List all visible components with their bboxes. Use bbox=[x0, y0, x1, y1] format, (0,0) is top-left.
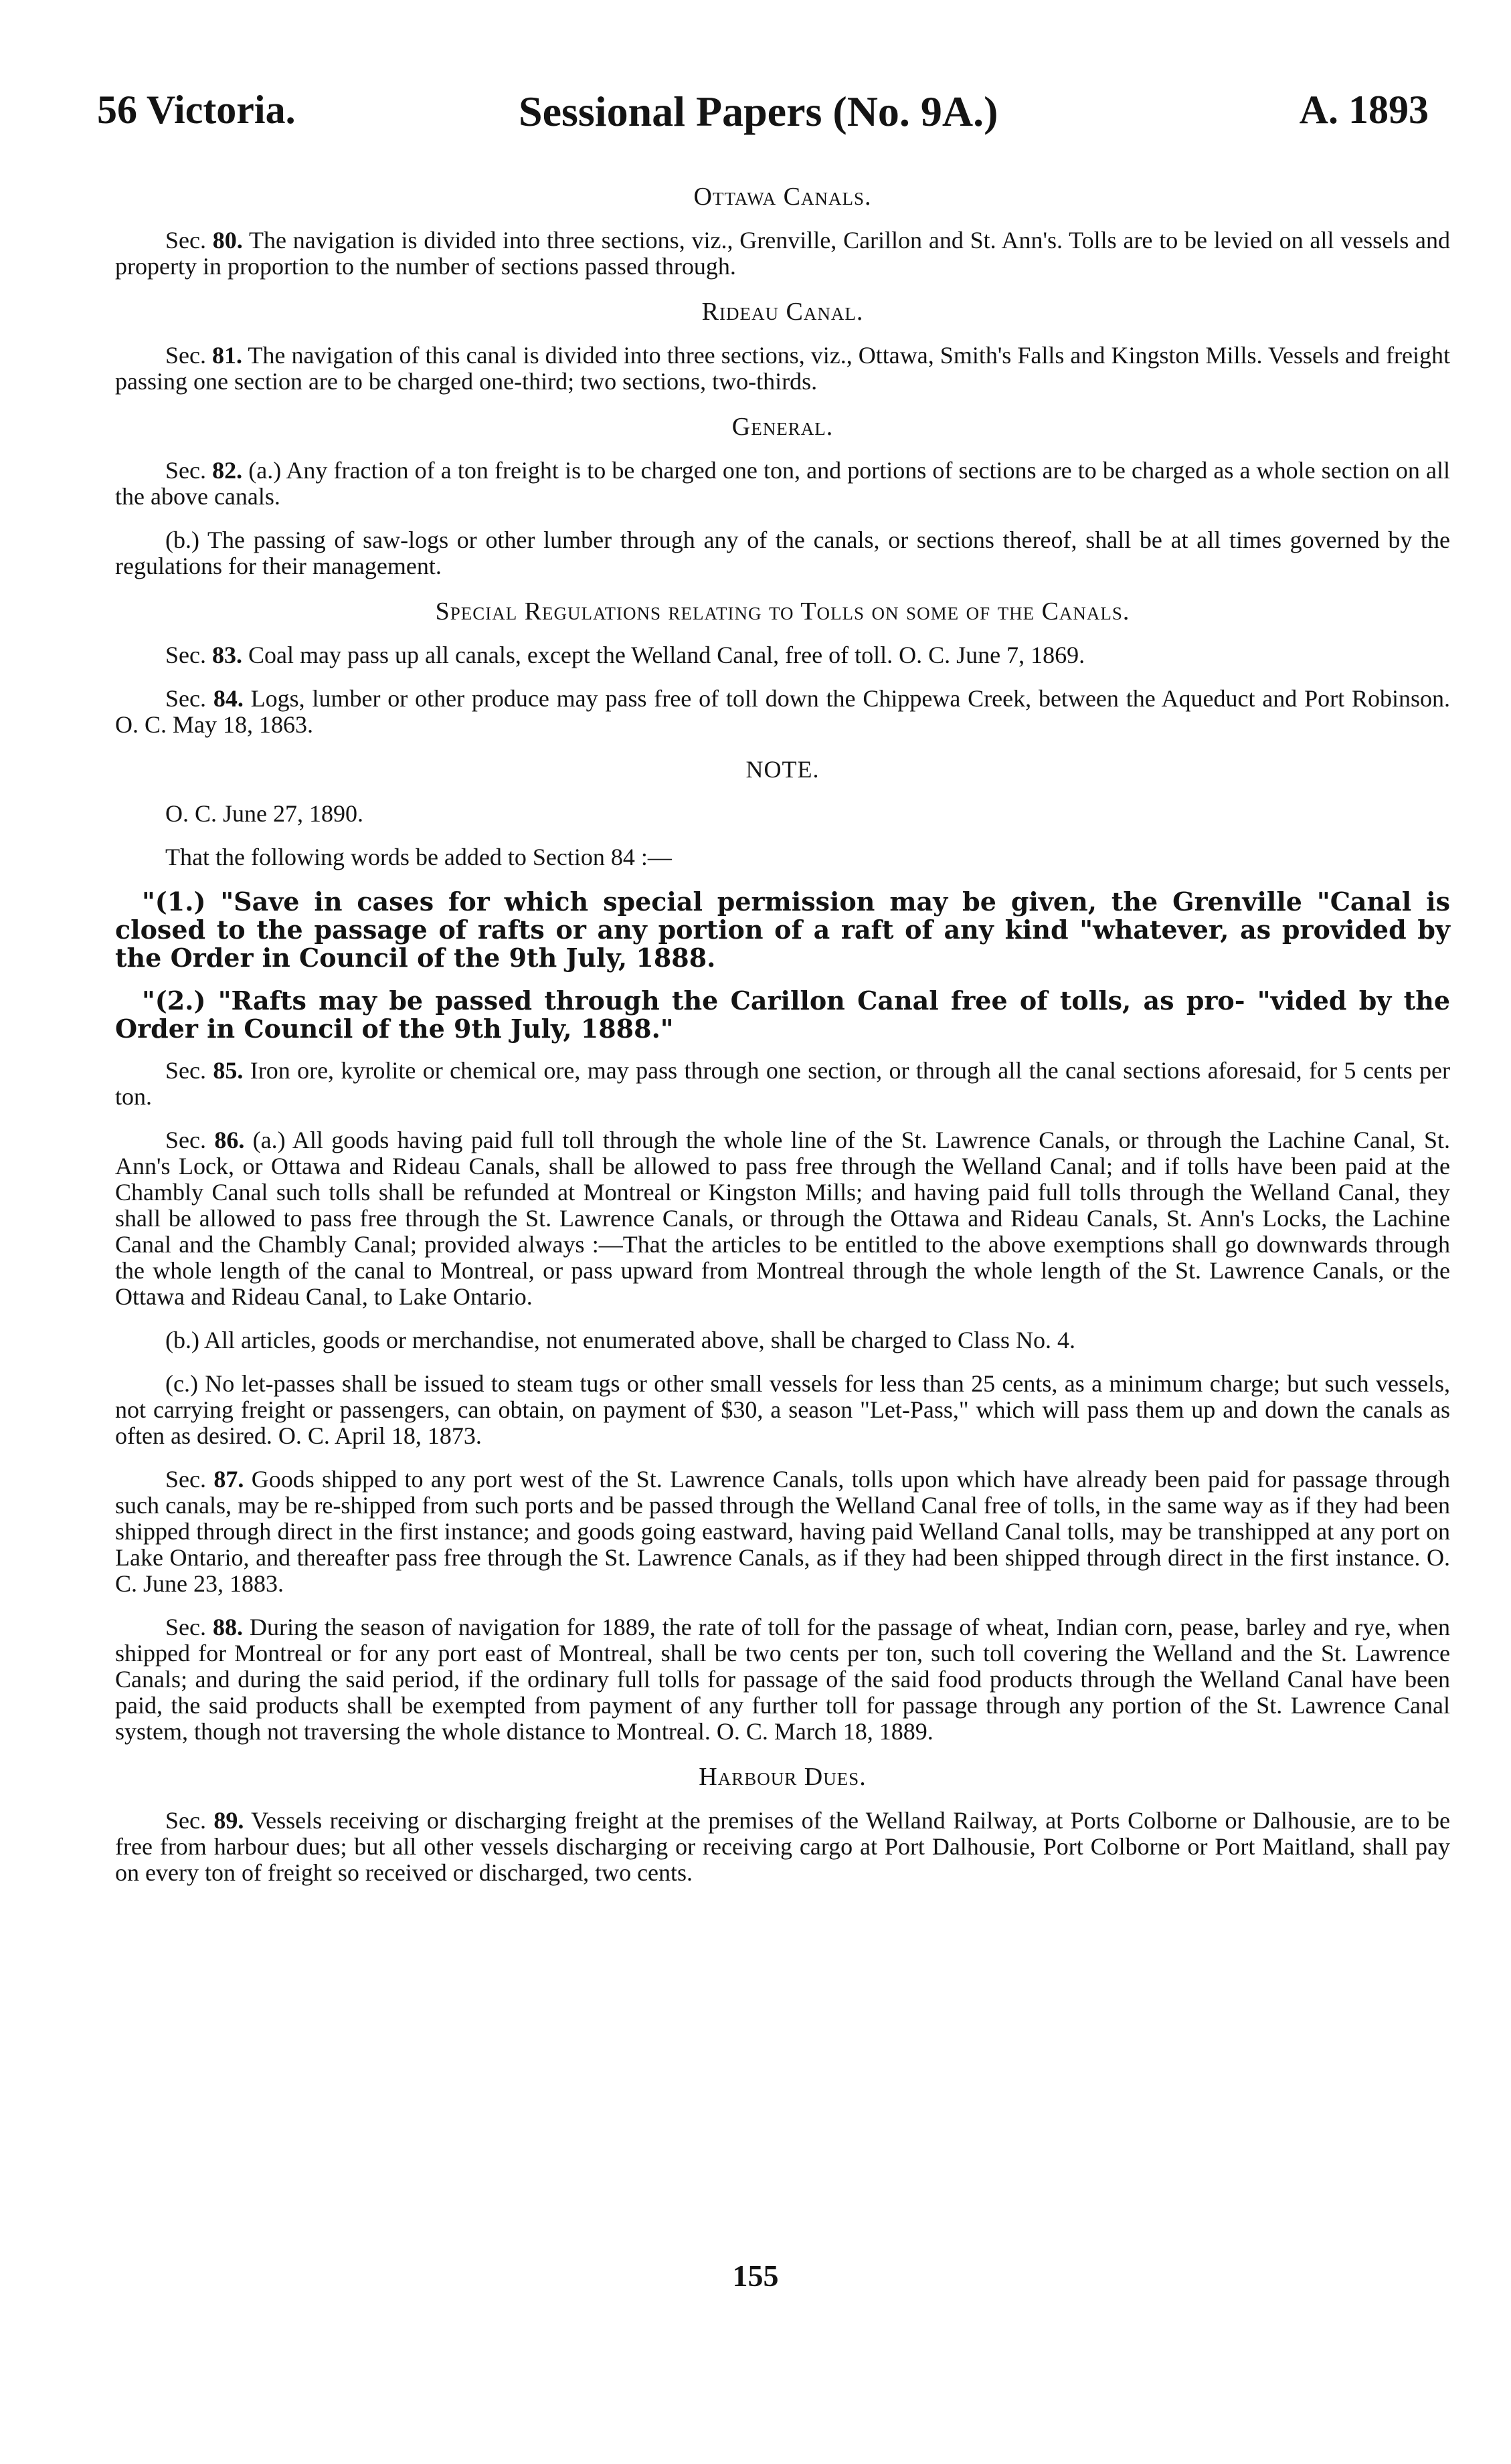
section-82a bbox=[115, 458, 1450, 510]
section-text: Vessels receiving or discharging freight at the premises of the Welland Railway, at Ports Colborne or Dalhousie, are to be free from harbour dues; but all other vessels discharging or receiving cargo at Port Dalhousie, Port Colborne or Port Maitland, shall pay on every ton of freight so received or discharged, two cents. bbox=[115, 1807, 1450, 1886]
running-header bbox=[97, 87, 1429, 147]
section-text: Goods shipped to any port west of the St. Lawrence Canals, tolls upon which have already been paid for passage through such canals, may be re-shipped from such ports and be passed through the Welland Canal free of tolls, in the same way as if they had been shipped through direct in the first instance; and goods going eastward, having paid Welland Canal tolls, may be transhipped at any port on Lake Ontario, and thereafter pass free through the St. Lawrence Canals, as if they had been shipped through direct in the first instance. O. C. June 23, 1883. bbox=[115, 1466, 1451, 1597]
section-86b: (b.) All articles, goods or merchandise, not enumerated above, shall be charged to Class No. 4. bbox=[165, 1327, 1075, 1353]
section-label: Sec. bbox=[165, 227, 213, 254]
heading-general: General. bbox=[731, 413, 834, 441]
page-body bbox=[115, 169, 1450, 1903]
section-label: Sec. bbox=[165, 685, 213, 712]
section-label: Sec. bbox=[165, 342, 213, 369]
section-80 bbox=[115, 227, 1450, 280]
section-89 bbox=[115, 1808, 1450, 1886]
section-83 bbox=[115, 642, 1450, 668]
section-text: Logs, lumber or other produce may pass free of toll down the Chippewa Creek, between the Aqueduct and Port Robinson. O. C. May 18, 1863. bbox=[115, 685, 1450, 738]
section-number: 84. bbox=[213, 685, 244, 712]
section-label: Sec. bbox=[165, 642, 212, 668]
section-number: 85. bbox=[213, 1057, 244, 1084]
note-date: O. C. June 27, 1890. bbox=[165, 800, 363, 827]
heading-special-regulations: Special Regulations relating to Tolls on some of the Canals. bbox=[435, 597, 1130, 626]
section-87 bbox=[115, 1466, 1450, 1597]
section-text: Coal may pass up all canals, except the Welland Canal, free of toll. O. C. June 7, 1869. bbox=[242, 642, 1085, 668]
section-88 bbox=[115, 1614, 1450, 1745]
heading-harbour-dues: Harbour Dues. bbox=[699, 1763, 867, 1791]
section-label: Sec. bbox=[165, 1614, 213, 1640]
section-label: Sec. bbox=[165, 1127, 215, 1153]
section-number: 83. bbox=[211, 642, 242, 668]
section-number: 88. bbox=[212, 1614, 243, 1640]
section-number: 86. bbox=[214, 1127, 245, 1153]
section-number: 87. bbox=[213, 1466, 244, 1493]
section-86c: (c.) No let-passes shall be issued to steam tugs or other small vessels for less than 25 cents, as a minimum charge; but such vessels, not carrying freight or passengers, can obtain, on payment of $30, a season "Let-Pass," which will pass them up and down the canals as often as desired. O. C. April 18, 1873. bbox=[115, 1370, 1450, 1449]
note-quote-2: "(2.) "Rafts may be passed through the Carillon Canal free of tolls, as pro- "vided by the Order in Council of the 9th July, 1888." bbox=[115, 985, 1450, 1044]
section-86a bbox=[115, 1127, 1450, 1310]
section-85 bbox=[115, 1058, 1450, 1110]
section-text: Iron ore, kyrolite or chemical ore, may pass through one section, or through all the canal sections aforesaid, for 5 cents per ton. bbox=[115, 1057, 1450, 1110]
section-label: Sec. bbox=[165, 457, 213, 484]
section-label: Sec. bbox=[165, 1466, 214, 1493]
header-volume: 56 Victoria. bbox=[97, 88, 296, 132]
section-number: 89. bbox=[213, 1807, 244, 1834]
note-intro: That the following words be added to Section 84 :— bbox=[165, 844, 672, 870]
section-81 bbox=[115, 343, 1450, 395]
section-number: 82. bbox=[212, 457, 243, 484]
section-text: (a.) Any fraction of a ton freight is to be charged one ton, and portions of sections are to be charged as a whole section on all the above canals. bbox=[115, 457, 1451, 510]
header-year: A. 1893 bbox=[1299, 88, 1429, 132]
section-label: Sec. bbox=[165, 1057, 213, 1084]
page-number: 155 bbox=[732, 2259, 779, 2293]
section-text: The navigation of this canal is divided into three sections, viz., Ottawa, Smith's Falls and Kingston Mills. Vessels and freight passing one section are to be charged one-third; two sections, two-thirds. bbox=[115, 342, 1450, 395]
section-text: The navigation is divided into three sections, viz., Grenville, Carillon and St. Ann's. Tolls are to be levied on all vessels and property in proportion to the number of sections passed through. bbox=[115, 227, 1450, 280]
section-label: Sec. bbox=[165, 1807, 214, 1834]
header-title: Sessional Papers (No. 9A.) bbox=[519, 88, 998, 135]
section-82b: (b.) The passing of saw-logs or other lumber through any of the canals, or sections thereof, shall be at all times governed by the regulations for their management. bbox=[115, 527, 1450, 579]
section-number: 80. bbox=[212, 227, 243, 254]
section-84 bbox=[115, 686, 1450, 738]
section-text: During the season of navigation for 1889, the rate of toll for the passage of wheat, Indian corn, pease, barley and rye, when shipped for Montreal or for any port east of Montreal, shall be two cents per ton, such toll covering the Welland and the St. Lawrence Canals; and during the said period, if the ordinary full tolls for passage of the said food products through the Welland Canal have been paid, the said products shall be exempted from payment of any further toll for passage through any portion of the St. Lawrence Canal system, though not traversing the whole distance to Montreal. O. C. March 18, 1889. bbox=[115, 1614, 1450, 1745]
note-quote-1: "(1.) "Save in cases for which special permission may be given, the Grenville "Canal is closed to the passage of rafts or any portion of a raft of any kind "whatever, as provided by the Order in Council of the 9th July, 1888. bbox=[115, 886, 1450, 973]
heading-rideau-canal: Rideau Canal. bbox=[701, 298, 864, 326]
section-number: 81. bbox=[212, 342, 243, 369]
heading-ottawa-canals: Ottawa Canals. bbox=[693, 183, 872, 211]
section-text: (a.) All goods having paid full toll through the whole line of the St. Lawrence Canals, or through the Lachine Canal, St. Ann's Lock, or Ottawa and Rideau Canals, shall be allowed to pass free through the Welland Canal; and if tolls have been paid at the Chambly Canal such tolls shall be refunded at Montreal or Kingston Mills; and having paid full tolls through the Welland Canal, they shall be allowed to pass free through the St. Lawrence Canals, or through the Ottawa and Rideau Canals, St. Ann's Locks, the Lachine Canal and the Chambly Canal; provided always :—That the articles to be entitled to the above exemptions shall go downwards through the whole length of the canal to Montreal, or pass upward from Montreal through the whole length of the St. Lawrence Canals, or the Ottawa and Rideau Canal, to Lake Ontario. bbox=[115, 1127, 1450, 1310]
note-title: NOTE. bbox=[745, 756, 820, 783]
